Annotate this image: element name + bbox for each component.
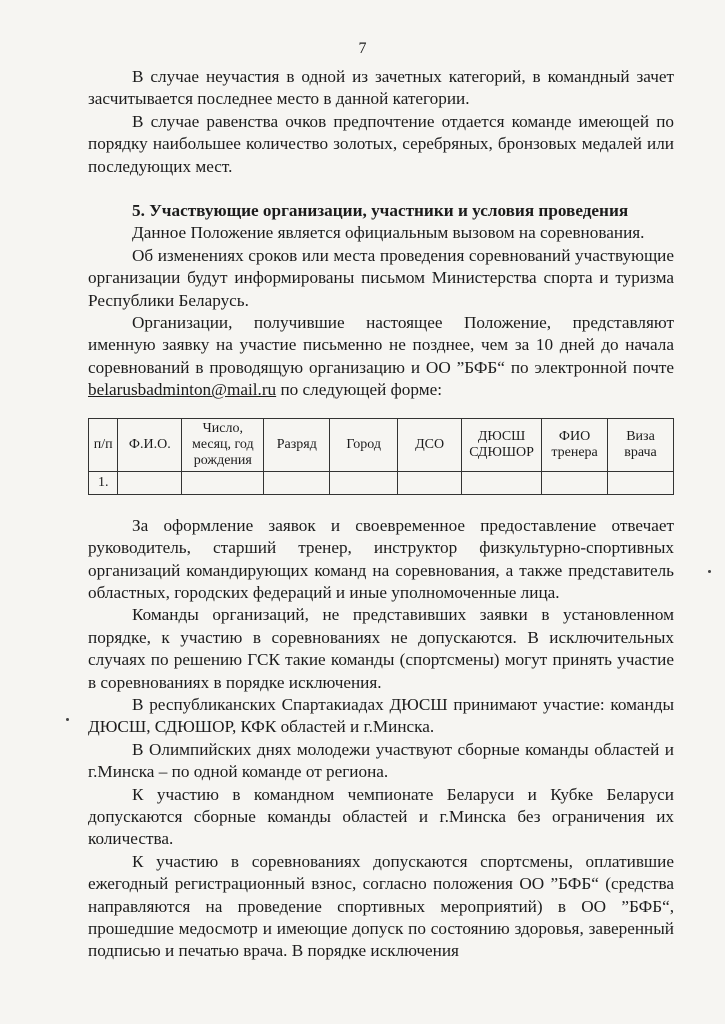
paragraph: В Олимпийских днях молодежи участвуют сборные команды областей и г.Минска – по одной команде от региона. bbox=[88, 739, 674, 782]
table-header-cell: Виза врача bbox=[608, 418, 674, 471]
table-cell bbox=[182, 471, 264, 494]
table-header-cell: п/п bbox=[89, 418, 118, 471]
page-number: 7 bbox=[358, 40, 367, 57]
table-header-cell: Разряд bbox=[264, 418, 330, 471]
table-cell bbox=[462, 471, 542, 494]
table-header-cell: Город bbox=[330, 418, 398, 471]
scan-speck bbox=[66, 718, 69, 721]
table-cell bbox=[542, 471, 608, 494]
table-cell bbox=[264, 471, 330, 494]
section-heading: 5. Участвующие организации, участники и условия проведения bbox=[132, 201, 629, 221]
application-text-end: по следующей форме: bbox=[276, 380, 443, 400]
table-cell bbox=[118, 471, 182, 494]
application-text: Организации, получившие настоящее Положение, представляют именную заявку на участие письменно не позднее, чем за 10 дней до начала соревнований в проводящую организацию и ОО ”БФБ“ по электронной почте bbox=[88, 313, 674, 377]
paragraph: За оформление заявок и своевременное предоставление отвечает руководитель, старший тренер, инструктор физкультурно-спортивных организаций командирующих команд на соревнования, а также представитель областных, городских федераций и иные уполномоченные лица. bbox=[88, 515, 674, 602]
scan-speck bbox=[708, 570, 711, 573]
table-cell bbox=[608, 471, 674, 494]
table-header-cell: Число, месяц, год рождения bbox=[182, 418, 264, 471]
paragraph: В случае неучастия в одной из зачетных категорий, в командный зачет засчитывается последнее место в данной категории. bbox=[88, 67, 674, 109]
table-header-cell: Ф.И.О. bbox=[118, 418, 182, 471]
paragraph: Команды организаций, не представивших заявки в установленном порядке, к участию в соревнованиях не допускаются. В исключительных случаях по решению ГСК такие команды (спортсмены) могут принять участие в соревнованиях в порядке исключения. bbox=[88, 605, 674, 692]
table-cell bbox=[330, 471, 398, 494]
table-header-cell: ДСО bbox=[398, 418, 462, 471]
email-link[interactable]: belarusbadminton@mail.ru bbox=[88, 380, 277, 400]
table-cell bbox=[398, 471, 462, 494]
application-form-table bbox=[88, 418, 674, 495]
paragraph: В случае равенства очков предпочтение отдается команде имеющей по порядку наибольшее количество золотых, серебряных, бронзовых медалей или последующих мест. bbox=[88, 111, 674, 176]
paragraph: Данное Положение является официальным вызовом на соревнования. bbox=[132, 223, 645, 243]
table-header-row bbox=[89, 418, 674, 471]
table-row bbox=[89, 471, 674, 494]
table-cell: 1. bbox=[89, 471, 118, 494]
application-paragraph bbox=[88, 312, 674, 402]
document-body bbox=[88, 66, 674, 963]
paragraph: В республиканских Спартакиадах ДЮСШ принимают участие: команды ДЮСШ, СДЮШОР, КФК областей и г.Минска. bbox=[88, 694, 674, 737]
paragraph: К участию в командном чемпионате Беларуси и Кубке Беларуси допускаются сборные команды областей и г.Минска без ограничения их количества. bbox=[88, 784, 674, 849]
table-header-cell: ФИО тренера bbox=[542, 418, 608, 471]
paragraph: Об изменениях сроков или места проведения соревнований участвующие организации будут информированы письмом Министерства спорта и туризма Республики Беларусь. bbox=[88, 245, 674, 310]
paragraph: К участию в соревнованиях допускаются спортсмены, оплатившие ежегодный регистрационный взнос, согласно положения ОО ”БФБ“ (средства направляются на проведение спортивных мероприятий) в ОО ”БФБ“, прошедшие медосмотр и имеющие допуск по состоянию здоровья, заверенный подписью и печатью врача. В порядке исключения bbox=[88, 851, 674, 961]
table-header-cell: ДЮСШ СДЮШОР bbox=[462, 418, 542, 471]
